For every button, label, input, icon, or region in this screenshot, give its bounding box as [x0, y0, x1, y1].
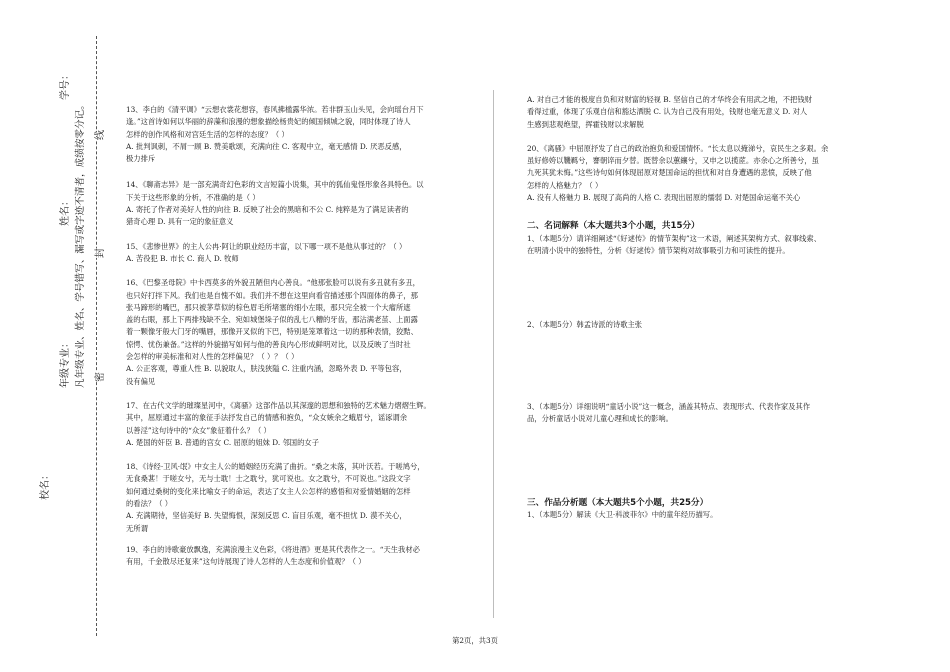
q20-options: A. 没有人格魅力 B. 展现了高尚的人格 C. 表现出屈原的懦弱 D. 对楚国命运毫不关心	[527, 193, 801, 203]
q20-line: 虽好修姱以鞿羁兮，謇朝谇而夕替。既替余以蕙纕兮，又申之以揽茝。亦余心之所善兮，虽	[527, 156, 819, 166]
q17-line: 以善淫”这句诗中的“众女”象征着什么？（ ）	[126, 425, 271, 435]
q14-options: 猎奇心理 D. 具有一定的象征意义	[126, 217, 234, 227]
q18-line: 如何通过桑树的变化来比喻女子的命运，表达了女主人公怎样的感悟和对爱情婚姻的怎样	[126, 486, 411, 496]
q17-options: A. 楚国的奸臣 B. 普通的宫女 C. 屈原的姐妹 D. 邻国的女子	[126, 437, 319, 447]
cut-line	[96, 36, 97, 636]
question-19	[126, 544, 486, 569]
id-label: 学号：	[60, 70, 71, 100]
name-label: 姓名：	[60, 196, 71, 226]
s2-q3-line: 3、（本题5分）详细说明“童话小说”这一概念，涵盖其特点、表现形式、代表作家及其作	[527, 401, 811, 411]
q17-line: 17、在古代文学的璀璨星河中，《离骚》这部作品以其深邃的思想和独特的艺术魅力熠熠生辉。	[126, 400, 431, 410]
q19-options: A. 对自己才能的极度自负和对财富的轻视 B. 坚信自己的才华终会有用武之地，不把钱财	[527, 95, 812, 104]
column-divider	[493, 90, 494, 618]
s2-q1-line: 在明清小说中的独特性，分析《好逑传》情节架构对故事吸引力和可读性的提升。	[527, 245, 790, 255]
q14-line: 14、《聊斋志异》是一部充满奇幻色彩的文言短篇小说集，其中的狐仙鬼怪形象各具特色。以	[126, 180, 424, 190]
q16-line: 着一颗像牙般大门牙的嘴唇，那像开叉似的下巴，特别是笼罩着这一切的那种表情，狡黠、	[126, 327, 418, 337]
question-14	[126, 179, 486, 228]
q20-line: 20、《离骚》中屈原抒发了自己的政治抱负和爱国情怀。“长太息以掩涕兮，哀民生之多艰。余	[527, 143, 829, 153]
q19-options: 看得过重，体现了乐观自信和豁达洒脱 C. 认为自己没有用处，钱财也毫无意义 D. 对人	[527, 107, 808, 117]
q16-line: 也只好打拌下风。我们也是自愧不如。我们并不想在这里向看官描述那个四面体的鼻子，那	[126, 290, 418, 300]
q13-line: 13、李白的《清平调》“云想衣裳花想容，春风拂槛露华浓。若非群玉山头见，会向瑶台月下	[126, 105, 424, 114]
q13-line: 怎样的创作风格和对宫廷生活的怎样的态度？（ ）	[126, 129, 289, 139]
q16-line: 16、《巴黎圣母院》中卡西莫多的外貌丑陋但内心善良。“他那张脸可以说有多丑就有多丑，	[126, 278, 420, 288]
q18-line: 的看法？（ ）	[126, 499, 173, 509]
q19-options: 生感到悲观绝望，挥霍钱财以求解脱	[527, 119, 644, 129]
school-label: 校名：	[40, 470, 51, 500]
q15-options: A. 苦役犯 B. 市长 C. 商人 D. 牧师	[126, 253, 239, 263]
q20-line: 怎样的人格魅力？（ ）	[527, 180, 603, 190]
question-19-options	[527, 94, 892, 131]
q16-line: 惊愕、忧伤兼备。”这样的外貌描写如何与他的善良内心形成鲜明对比，以及反映了当时社	[126, 339, 411, 349]
q16-line: 张马蹄形的嘴巴，那只被茅草似的棕色眉毛所堵塞的细小左眼，那只完全被一个大瘤所遮	[126, 302, 411, 312]
q20-line: 九死其犹未悔。”这些诗句如何体现屈原对楚国命运的担忧和对自身遭遇的悲愤，反映了他	[527, 168, 812, 178]
q17-line: 其中，屈原通过丰富的象征手法抒发自己的情感和抱负，“众女嫉余之蛾眉兮，谣诼谓余	[126, 413, 408, 423]
q18-line: 无食桑葚！于嗟女兮，无与士耽！士之耽兮，犹可说也。女之耽兮，不可说也。”这段文字	[126, 474, 411, 484]
q14-line: 下关于这些形象的分析，不准确的是（ ）	[126, 192, 260, 202]
q18-line: 18、《诗经·卫风·氓》中女主人公的婚姻经历充满了曲折。“桑之未落，其叶沃若。于嗟鸠兮，	[126, 462, 425, 472]
q18-options: 无所谓	[126, 523, 148, 533]
question-20	[527, 143, 892, 204]
section-3	[527, 497, 892, 522]
seal-mi: 密	[91, 372, 106, 382]
q19-line: 19、李白的诗歌豪放飘逸，充满浪漫主义色彩，《将进酒》更是其代表作之一。“天生我材必	[126, 544, 420, 554]
question-15	[126, 241, 486, 266]
binding-margin	[0, 0, 110, 672]
q13-line: 逢。”这首诗如何以华丽的辞藻和浪漫的想象描绘杨贵妃的倾国倾城之貌，同时体现了诗人	[126, 117, 411, 127]
page-number: 第2页，共3页	[452, 636, 498, 645]
q15-line: 15、《悲惨世界》的主人公冉·阿让的职业经历丰富，以下哪一项不是他从事过的？（ ）	[126, 241, 407, 251]
q13-options: 极力排斥	[126, 154, 156, 164]
q16-options: A. 公正客观，尊重人性 B. 以貌取人，肤浅狭隘 C. 注重内涵，忽略外表 D. 平等包容，	[126, 364, 407, 374]
section-2	[527, 220, 892, 425]
left-column	[126, 104, 486, 578]
section-3-title: 三、作品分析题（本大题共5个小题，共25分）	[527, 498, 709, 509]
question-13	[126, 104, 486, 165]
s2-q3-line: 品，分析童话小说对儿童心理和成长的影响。	[527, 413, 673, 423]
q14-options: A. 寄托了作者对美好人性的向往 B. 反映了社会的黑暗和不公 C. 纯粹是为了满足读者的	[126, 205, 409, 215]
q13-options: A. 批判讽刺，不屑一顾 B. 赞美歌颂，充满向往 C. 客观中立，毫无感情 D. 厌恶反感，	[126, 141, 407, 151]
q16-options: 没有偏见	[126, 376, 156, 386]
warning-text: 凡年级专业、姓名、学号错写、漏写或字迹不清者，成绩按零分记。	[75, 100, 86, 388]
seal-xian: 线	[91, 130, 106, 140]
right-column	[527, 94, 892, 522]
question-16	[126, 277, 486, 388]
s2-q1-line: 1、（本题5分）请详细阐述“《好逑传》的情节架构”这一术语，阐述其架构方式、叙事线索、	[527, 233, 822, 243]
s2-q2: 2、（本题5分）韩孟诗派的诗歌主张	[527, 320, 643, 330]
seal-feng: 封	[91, 248, 106, 258]
question-17	[126, 400, 486, 449]
section-2-title: 二、名词解释（本大题共3个小题，共15分）	[527, 221, 700, 232]
grade-label: 年级专业：	[60, 338, 71, 388]
q18-options: A. 充满期待，坚信美好 B. 失望悔恨，深刻反思 C. 盲目乐观，毫不担忧 D. 漠不关心，	[126, 511, 407, 521]
q16-line: 盖的右眼，那上下两排残缺不全、宛如城堡垛子似的乱七八糟的牙齿，那沾满老茧、上面露	[126, 315, 418, 325]
q16-line: 会怎样的审美标准和对人性的怎样偏见？（ ）？（ ）	[126, 352, 299, 362]
question-18	[126, 461, 486, 535]
q19-line: 有用，千金散尽还复来”这句诗展现了诗人怎样的人生态度和价值观？（ ）	[126, 557, 366, 567]
s3-q1: 1、（本题5分）解读《大卫·科波菲尔》中的童年经历描写。	[527, 510, 718, 520]
